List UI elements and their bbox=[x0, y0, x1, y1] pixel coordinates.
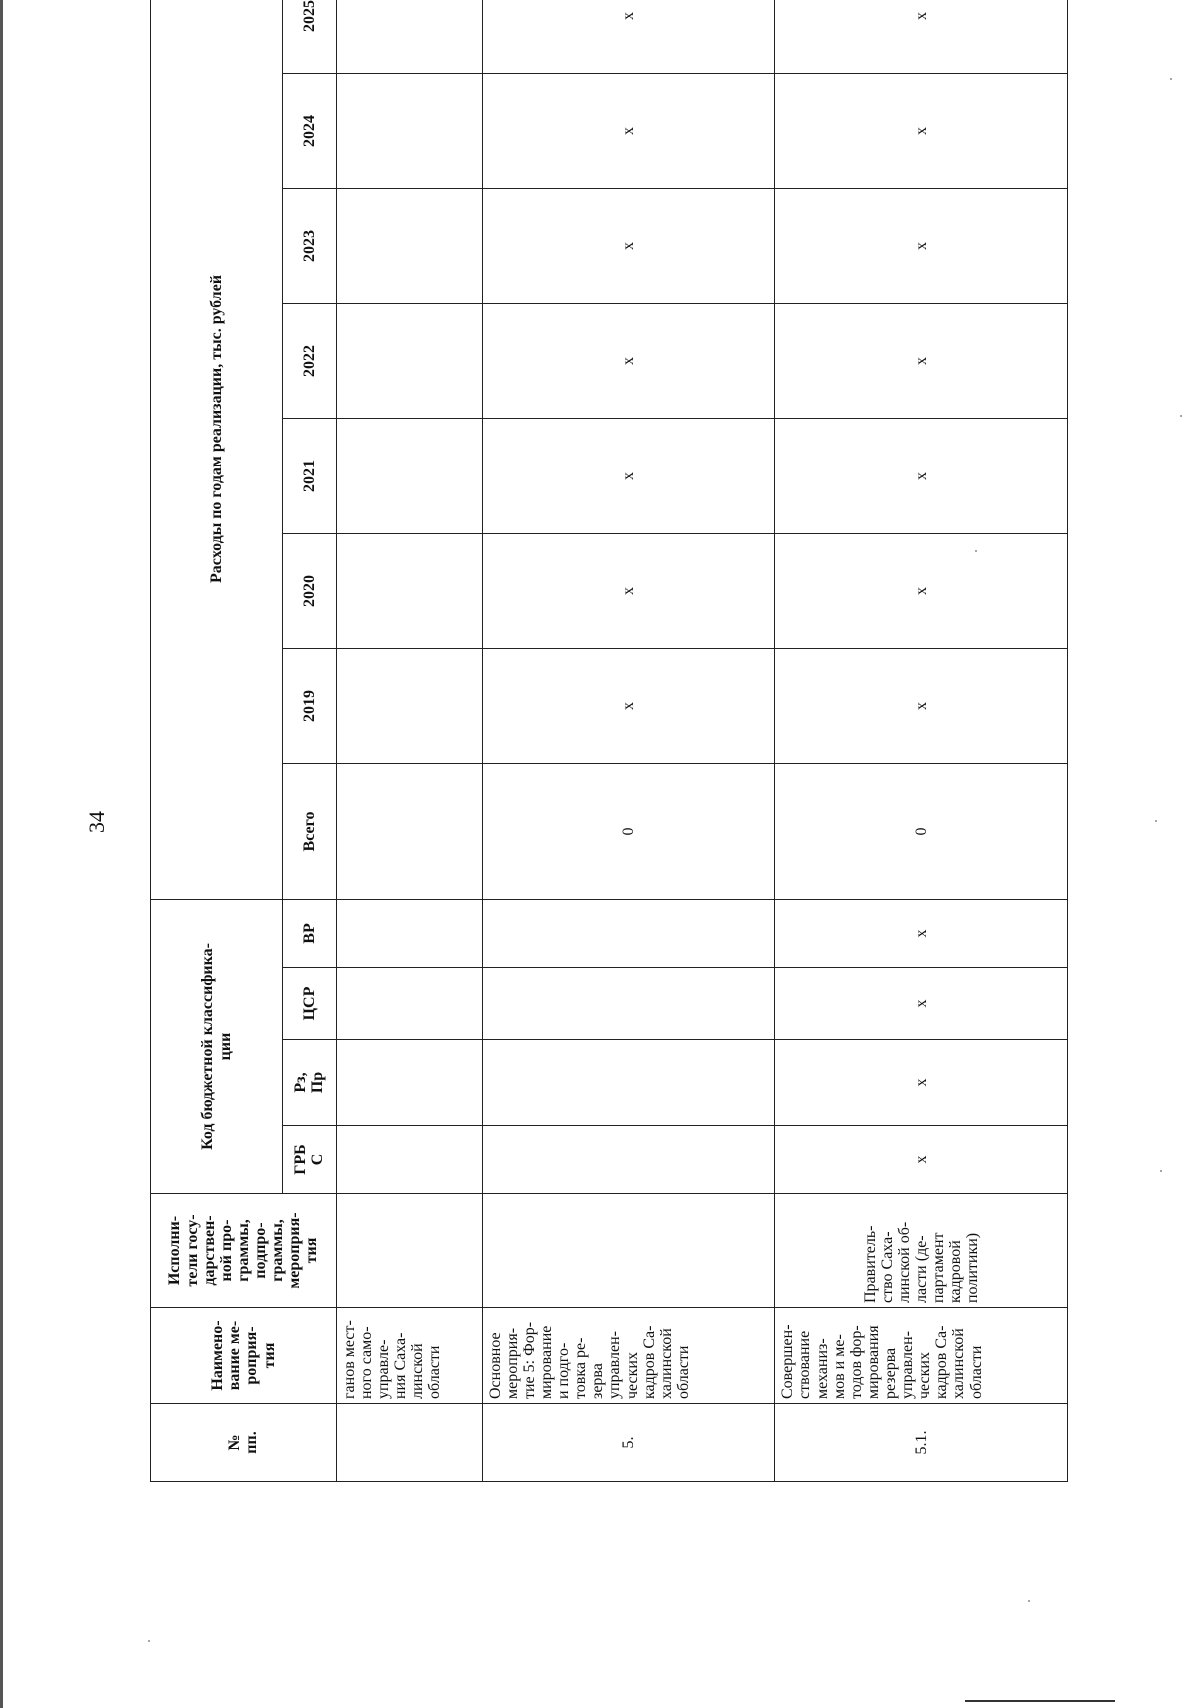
scan-speck bbox=[148, 1640, 150, 1642]
header-expenses: Расходы по годам реализации, тыс. рублей bbox=[151, 0, 283, 899]
scan-speck bbox=[1155, 820, 1157, 822]
row-csr: x bbox=[775, 968, 1068, 1040]
header-year-2023: 2023 bbox=[283, 188, 337, 303]
row-name: Совершен- ствование механиз- мов и ме- тодов фор- мирования резерва управлен- ческих кадров Са- халинской области bbox=[775, 1308, 1068, 1404]
table-row bbox=[336, 0, 482, 1482]
row-executor bbox=[482, 1194, 775, 1308]
row-2024: x bbox=[482, 73, 775, 188]
row-num bbox=[336, 1404, 482, 1482]
row-rzpr: x bbox=[775, 1040, 1068, 1126]
scan-edge-line bbox=[0, 0, 3, 1708]
row-2019: x bbox=[482, 648, 775, 763]
row-2023: x bbox=[482, 188, 775, 303]
row-2022: x bbox=[775, 303, 1068, 418]
row-2020: x bbox=[482, 533, 775, 648]
row-total bbox=[336, 763, 482, 899]
header-year-2022: 2022 bbox=[283, 303, 337, 418]
row-2021 bbox=[336, 418, 482, 533]
header-total: Всего bbox=[283, 763, 337, 899]
row-2025: x bbox=[775, 0, 1068, 73]
row-2025: x bbox=[482, 0, 775, 73]
row-total: 0 bbox=[482, 763, 775, 899]
row-name: Основное мероприя- тие 5: Фор- мирование и подго- товка ре- зерва управлен- ческих кадров Са- халинской области bbox=[482, 1308, 775, 1404]
row-2019: x bbox=[775, 648, 1068, 763]
row-rzpr bbox=[336, 1040, 482, 1126]
row-2024 bbox=[336, 73, 482, 188]
row-2025 bbox=[336, 0, 482, 73]
budget-table bbox=[150, 0, 1068, 1482]
row-total: 0 bbox=[775, 763, 1068, 899]
table-row bbox=[482, 0, 775, 1482]
row-vr: x bbox=[775, 899, 1068, 967]
row-num: 5. bbox=[482, 1404, 775, 1482]
row-name: ганов мест- ного само- управле- ния Саха- линской области bbox=[336, 1308, 482, 1404]
row-vr bbox=[482, 899, 775, 967]
row-csr bbox=[482, 968, 775, 1040]
header-rzpr: Рз, Пр bbox=[283, 1040, 337, 1126]
header-year-2019: 2019 bbox=[283, 648, 337, 763]
row-vr bbox=[336, 899, 482, 967]
row-2023: x bbox=[775, 188, 1068, 303]
row-csr bbox=[336, 968, 482, 1040]
row-2021: x bbox=[482, 418, 775, 533]
row-2023 bbox=[336, 188, 482, 303]
row-2019 bbox=[336, 648, 482, 763]
row-grbs bbox=[336, 1126, 482, 1194]
row-2024: x bbox=[775, 73, 1068, 188]
header-year-2021: 2021 bbox=[283, 418, 337, 533]
row-rzpr bbox=[482, 1040, 775, 1126]
header-year-2025: 2025 bbox=[283, 0, 337, 73]
page-number: 34 bbox=[84, 811, 109, 833]
row-executor: Правитель- ство Саха- линской об- ласти (де- партамент кадровой политики) bbox=[775, 1194, 1068, 1308]
header-year-2020: 2020 bbox=[283, 533, 337, 648]
header-budget-code: Код бюджетной классифика- ции bbox=[151, 899, 283, 1193]
row-num: 5.1. bbox=[775, 1404, 1068, 1482]
row-2022 bbox=[336, 303, 482, 418]
row-executor bbox=[336, 1194, 482, 1308]
scan-bottom-mark bbox=[965, 1700, 1115, 1702]
scan-speck bbox=[1170, 78, 1172, 80]
row-2021: x bbox=[775, 418, 1068, 533]
header-year-2024: 2024 bbox=[283, 73, 337, 188]
scan-speck bbox=[1160, 1170, 1162, 1172]
table-row bbox=[775, 0, 1068, 1482]
header-num: № пп. bbox=[151, 1404, 337, 1482]
scan-speck bbox=[1028, 1600, 1030, 1602]
rotated-table-container bbox=[150, 0, 1068, 1482]
scan-speck bbox=[975, 550, 977, 552]
row-grbs: x bbox=[775, 1126, 1068, 1194]
header-grbs: ГРБ С bbox=[283, 1126, 337, 1194]
row-2020 bbox=[336, 533, 482, 648]
row-grbs bbox=[482, 1126, 775, 1194]
header-executors: Исполни- тели госу- дарствен- ной про- граммы, подпро- граммы, мероприя- тия bbox=[151, 1194, 337, 1308]
row-2020: x bbox=[775, 533, 1068, 648]
header-vr: ВР bbox=[283, 899, 337, 967]
header-name: Наимено- вание ме- роприя- тия bbox=[151, 1308, 337, 1404]
header-csr: ЦСР bbox=[283, 968, 337, 1040]
scan-speck bbox=[1180, 415, 1182, 417]
row-2022: x bbox=[482, 303, 775, 418]
